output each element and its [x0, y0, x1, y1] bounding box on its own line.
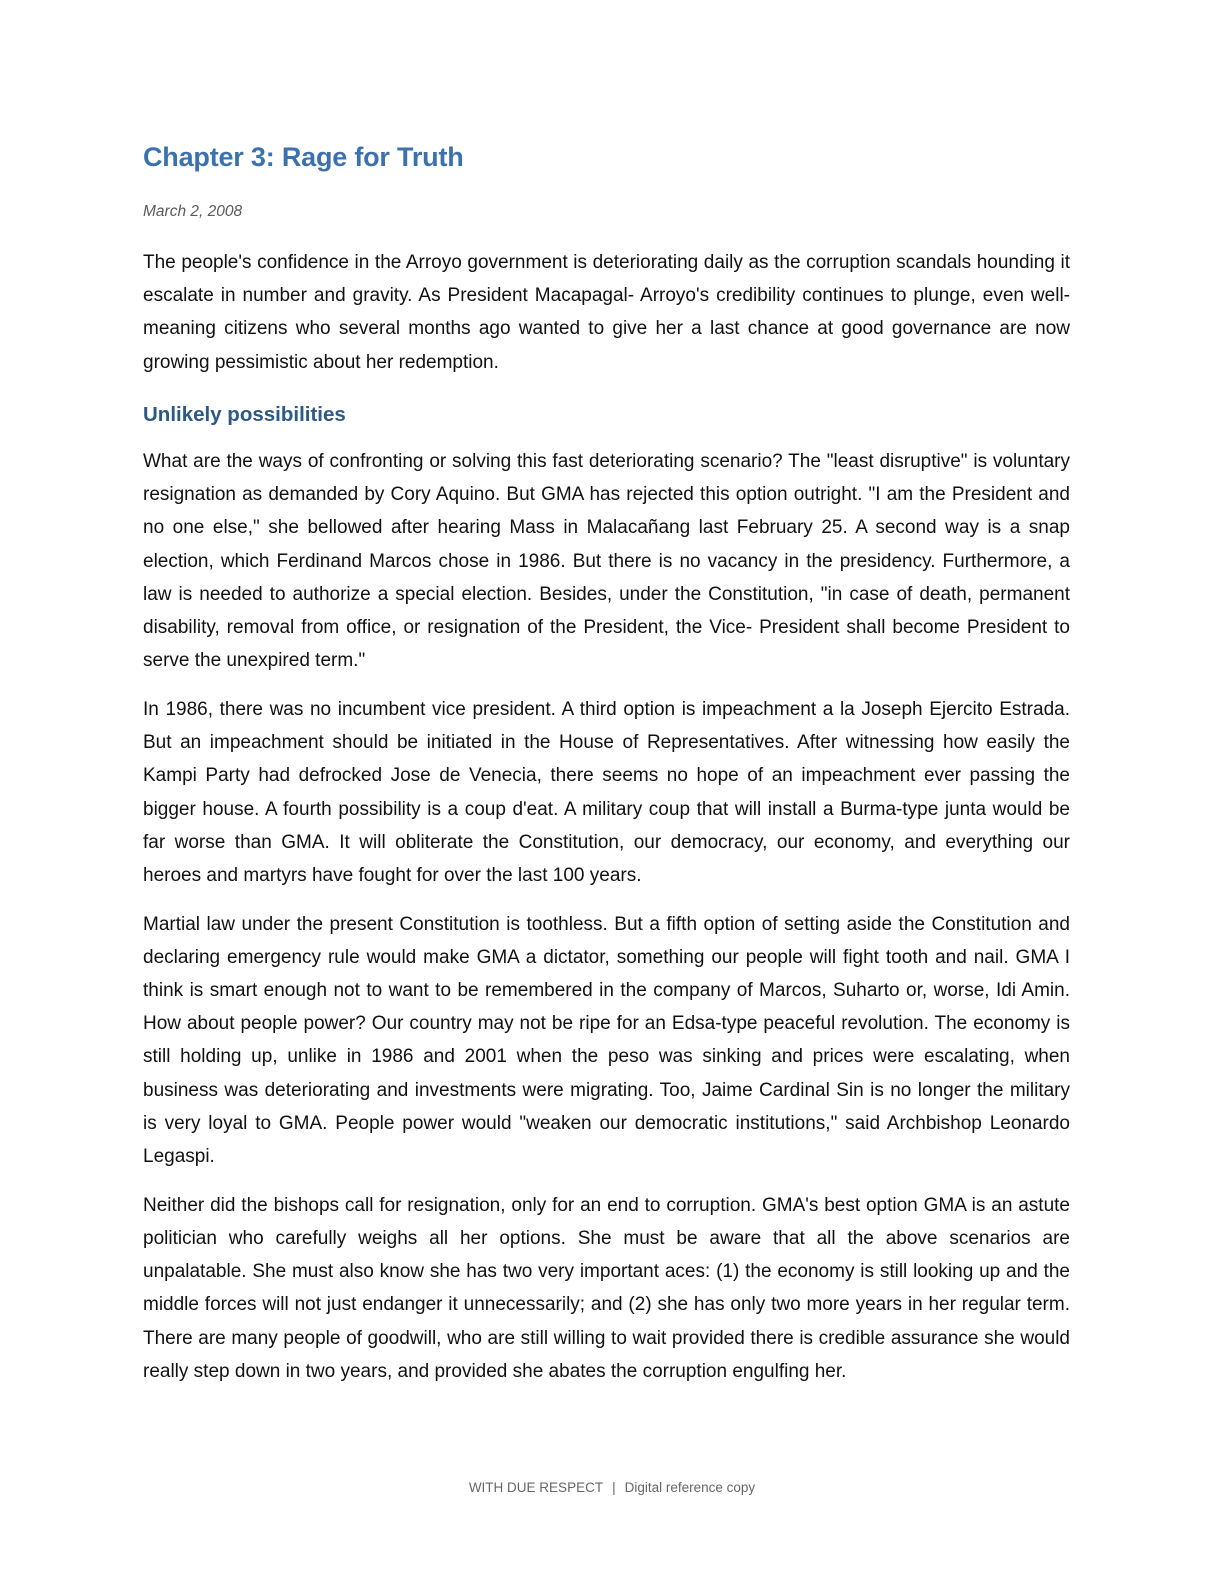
body-paragraph: Martial law under the present Constitution is toothless. But a fifth option of setting aside the Constitution and declaring emergency rule would make GMA a dictator, something our people will fight tooth and nail. GMA I think is smart enough not to want to be remembered in the company of Marcos, Suharto or, worse, Idi Amin. How about people power? Our country may not be ripe for an Edsa-type peaceful revolution. The economy is still holding up, unlike in 1986 and 2001 when the peso was sinking and prices were escalating, when business was deteriorating and investments were migrating. Too, Jaime Cardinal Sin is no longer the military is very loyal to GMA. People power would "weaken our democratic institutions," said Archbishop Leonardo Legaspi. — [143, 913, 1070, 1168]
footer-separator: | — [612, 1480, 616, 1495]
footer-note: Digital reference copy — [624, 1480, 756, 1495]
publication-date: March 2, 2008 — [143, 203, 243, 220]
intro-paragraph: The people's confidence in the Arroyo government is deteriorating daily as the corruption scandals hounding it escalate in number and gravity. As President Macapagal- Arroyo's credibility continues to plunge, even well-meaning citizens who several months ago wanted to give her a last chance at good governance are now growing pessimistic about her redemption. — [143, 252, 1070, 373]
section-heading: Unlikely possibilities — [143, 403, 346, 426]
body-section — [143, 445, 1070, 1403]
chapter-title: Chapter 3: Rage for Truth — [143, 142, 464, 172]
intro-section — [143, 246, 1070, 394]
footer-title: WITH DUE RESPECT — [468, 1480, 604, 1495]
body-paragraph: In 1986, there was no incumbent vice president. A third option is impeachment a la Joseph Ejercito Estrada. But an impeachment should be initiated in the House of Representatives. After witnessing how easily the Kampi Party had defrocked Jose de Venecia, there seems no hope of an impeachment ever passing the bigger house. A fourth possibility is a coup d'eat. A military coup that will install a Burma-type junta would be far worse than GMA. It will obliterate the Constitution, our democracy, our economy, and everything our heroes and martyrs have fought for over the last 100 years. — [143, 698, 1070, 886]
body-paragraph: Neither did the bishops call for resignation, only for an end to corruption. GMA's best option GMA is an astute politician who carefully weighs all her options. She must be aware that all the above scenarios are unpalatable. She must also know she has two very important aces: (1) the economy is still looking up and the middle forces will not just endanger it unnecessarily; and (2) she has only two more years in her regular term. There are many people of goodwill, who are still willing to wait provided there is credible assurance she would really step down in two years, and provided she abates the corruption engulfing her. — [143, 1194, 1070, 1382]
body-paragraph: What are the ways of confronting or solving this fast deteriorating scenario? The "least disruptive" is voluntary resignation as demanded by Cory Aquino. But GMA has rejected this option outright. "I am the President and no one else," she bellowed after hearing Mass in Malacañang last February 25. A second way is a snap election, which Ferdinand Marcos chose in 1986. But there is no vacancy in the presidency. Furthermore, a law is needed to authorize a special election. Besides, under the Constitution, "in case of death, permanent disability, removal from office, or resignation of the President, the Vice- President shall become President to serve the unexpired term." — [143, 451, 1070, 672]
page-footer — [0, 1480, 1224, 1495]
